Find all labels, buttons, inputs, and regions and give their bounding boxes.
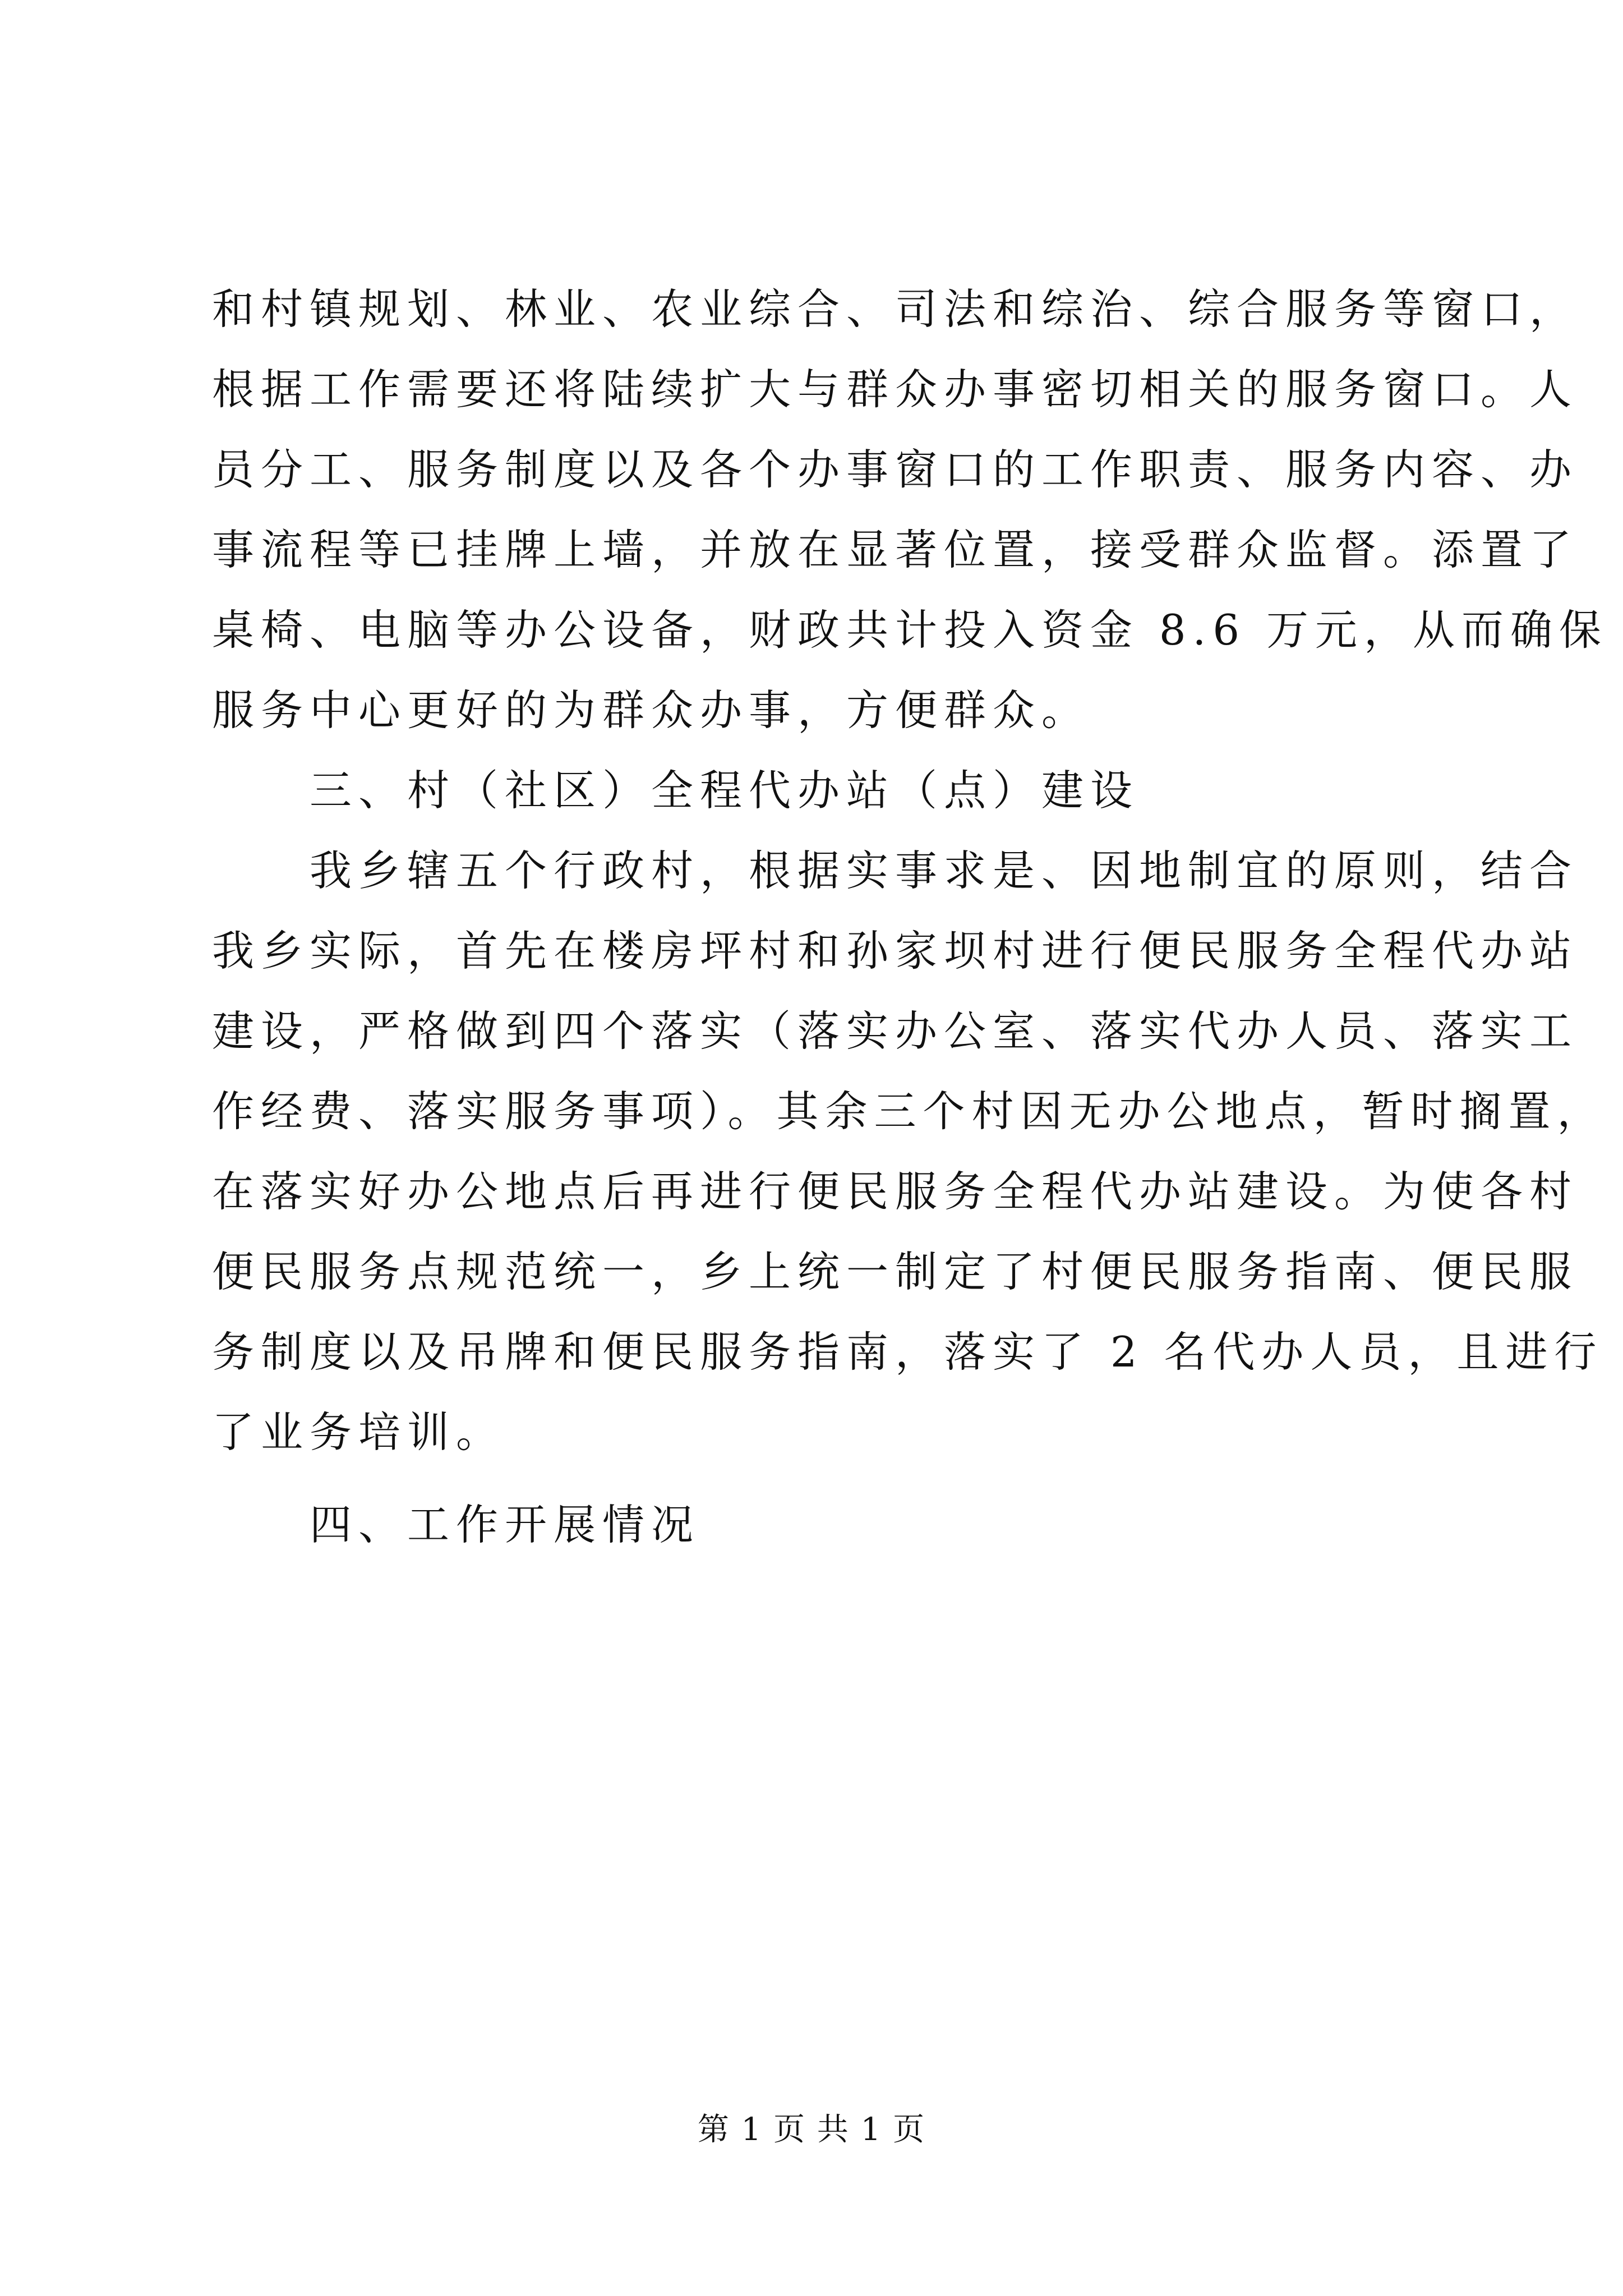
heading-text: 四、工作开展情况 <box>310 1500 700 1549</box>
document-body <box>212 269 1608 1565</box>
text-line: 和村镇规划、林业、农业综合、司法和综治、综合服务等窗口， <box>212 284 1579 334</box>
text-line: 根据工作需要还将陆续扩大与群众办事密切相关的服务窗口。人 <box>212 365 1579 414</box>
text-line: 便民服务点规范统一，乡上统一制定了村便民服务指南、便民服 <box>212 1247 1579 1296</box>
text-line: 事流程等已挂牌上墙，并放在显著位置，接受群众监督。添置了 <box>212 525 1579 574</box>
section-heading-3 <box>212 751 1412 831</box>
text-line: 桌椅、电脑等办公设备，财政共计投入资金 8.6 万元，从而确保 <box>212 605 1608 655</box>
text-line: 服务中心更好的为群众办事，方便群众。 <box>212 685 1091 735</box>
heading-text: 三、村（社区）全程代办站（点）建设 <box>310 766 1140 815</box>
paragraph-1 <box>212 269 1608 751</box>
text-line: 我乡辖五个行政村，根据实事求是、因地制宜的原则，结合 <box>310 846 1579 895</box>
paragraph-2 <box>212 831 1606 1473</box>
text-line: 了业务培训。 <box>212 1407 505 1457</box>
text-line: 务制度以及吊牌和便民服务指南，落实了 2 名代办人员，且进行 <box>212 1327 1603 1377</box>
text-line: 我乡实际，首先在楼房坪村和孙家坝村进行便民服务全程代办站 <box>212 926 1579 976</box>
page-footer: 第 1 页 共 1 页 <box>697 2111 926 2148</box>
text-line: 作经费、落实服务事项）。其余三个村因无办公地点，暂时搁置， <box>212 1087 1606 1136</box>
text-line: 建设，严格做到四个落实（落实办公室、落实代办人员、落实工 <box>212 1006 1579 1056</box>
text-line: 员分工、服务制度以及各个办事窗口的工作职责、服务内容、办 <box>212 445 1579 494</box>
section-heading-4 <box>212 1485 1412 1565</box>
text-line: 在落实好办公地点后再进行便民服务全程代办站建设。为使各村 <box>212 1167 1579 1216</box>
